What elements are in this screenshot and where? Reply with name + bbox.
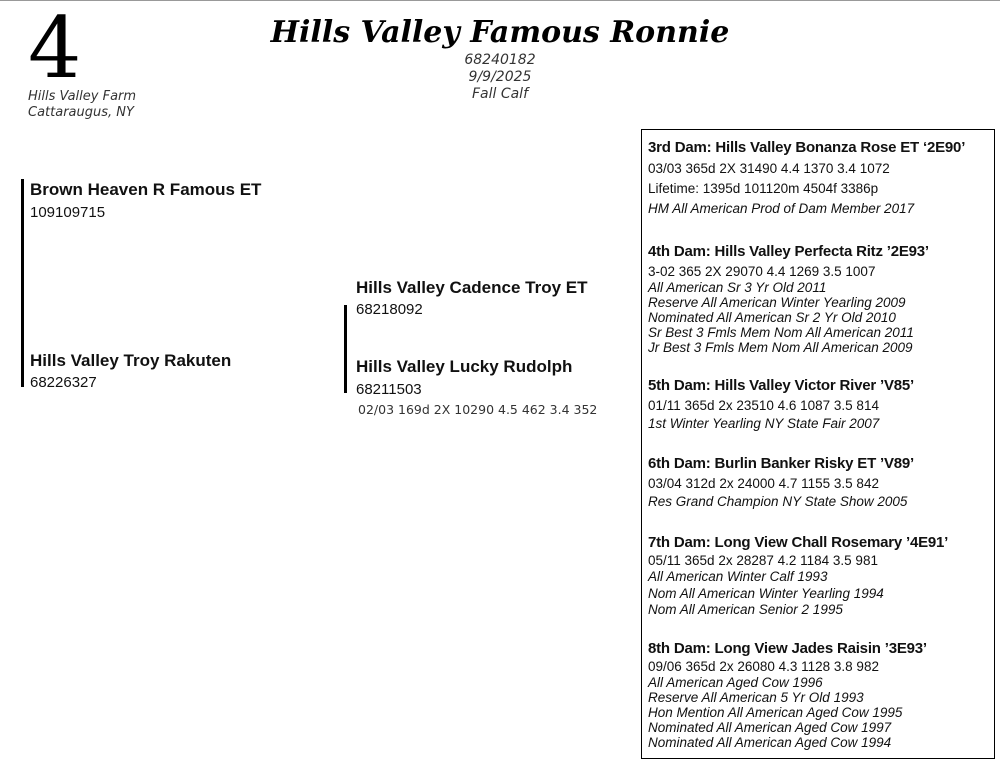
dam-note: 1st Winter Yearling NY State Fair 2007: [648, 416, 880, 431]
top-border-line: [0, 0, 1000, 1]
sire-name: Hills Valley Troy Rakuten: [30, 351, 232, 370]
dam-title: 3rd Dam: Hills Valley Bonanza Rose ET ‘2E90’: [648, 139, 966, 156]
sire-sire-reg: 109109715: [30, 204, 106, 221]
dam-note: HM All American Prod of Dam Member 2017: [648, 201, 915, 216]
dam-name: Hills Valley Lucky Rudolph: [356, 357, 573, 376]
dam-note: All American Aged Cow 1996: [648, 675, 823, 690]
dam-note: Jr Best 3 Fmls Mem Nom All American 2009: [648, 340, 913, 355]
dam-record: 01/11 365d 2x 23510 4.6 1087 3.5 814: [648, 398, 879, 413]
dam-record: 02/03 169d 2X 10290 4.5 462 3.4 352: [358, 402, 598, 417]
animal-header: [250, 14, 750, 103]
animal-name: Hills Valley Famous Ronnie: [270, 15, 730, 50]
dam-title: 4th Dam: Hills Valley Perfecta Ritz ’2E93’: [648, 243, 929, 260]
dam-title: 7th Dam: Long View Chall Rosemary ’4E91’: [648, 534, 949, 551]
sire-sire-name: Brown Heaven R Famous ET: [30, 180, 262, 199]
dam-sire-reg: 68218092: [356, 301, 423, 318]
dam-note: Hon Mention All American Aged Cow 1995: [648, 705, 903, 720]
dam-title: 6th Dam: Burlin Banker Risky ET ’V89’: [648, 455, 915, 472]
dam-note: Sr Best 3 Fmls Mem Nom All American 2011: [648, 325, 914, 340]
animal-registration: 68240182: [464, 52, 536, 68]
dam-title: 8th Dam: Long View Jades Raisin ’3E93’: [648, 640, 927, 657]
dam-note: All American Sr 3 Yr Old 2011: [648, 280, 827, 295]
dam-record: 03/04 312d 2x 24000 4.7 1155 3.5 842: [648, 476, 879, 491]
dam-title: 5th Dam: Hills Valley Victor River ’V85’: [648, 377, 915, 394]
dam-entry-5th: [648, 376, 992, 433]
dam-record: 3-02 365 2X 29070 4.4 1269 3.5 1007: [648, 264, 876, 279]
dam-entry-6th: [648, 454, 992, 511]
dam-record: 09/06 365d 2x 26080 4.3 1128 3.8 982: [648, 659, 879, 674]
farm-info: [28, 89, 136, 121]
animal-birthdate: 9/9/2025: [468, 69, 532, 85]
lot-number: 4: [28, 0, 82, 97]
dam-record: Lifetime: 1395d 101120m 4504f 3386p: [648, 181, 879, 196]
dam-note: Nominated All American Aged Cow 1997: [648, 720, 892, 735]
farm-name: Hills Valley Farm: [28, 89, 137, 104]
animal-class: Fall Calf: [471, 86, 529, 102]
dam-note: All American Winter Calf 1993: [648, 569, 828, 584]
dam-bracket-line: [344, 305, 347, 393]
sire-bracket-line: [21, 179, 24, 387]
dam-note: Nom All American Senior 2 1995: [648, 602, 843, 617]
dam-entry-4th: [648, 242, 992, 355]
dam-record: 03/03 365d 2X 31490 4.4 1370 3.4 1072: [648, 161, 890, 176]
dam-note: Res Grand Champion NY State Show 2005: [648, 494, 908, 509]
dam-sire-name: Hills Valley Cadence Troy ET: [356, 278, 588, 297]
dam-entry-7th: [648, 533, 992, 619]
sire-reg: 68226327: [30, 374, 97, 391]
dam-note: Nominated All American Aged Cow 1994: [648, 735, 892, 750]
dam-note: Nom All American Winter Yearling 1994: [648, 585, 884, 601]
maternal-line-box: [641, 129, 995, 759]
dam-note: Reserve All American Winter Yearling 2009: [648, 295, 906, 310]
farm-location: Cattaraugus, NY: [28, 105, 134, 120]
dam-note: Nominated All American Sr 2 Yr Old 2010: [648, 310, 896, 325]
dam-entry-8th: [648, 639, 992, 750]
dam-entry-3rd: [648, 138, 992, 219]
dam-reg: 68211503: [356, 381, 422, 398]
dam-record: 05/11 365d 2x 28287 4.2 1184 3.5 981: [648, 553, 878, 568]
dam-note: Reserve All American 5 Yr Old 1993: [648, 690, 864, 705]
